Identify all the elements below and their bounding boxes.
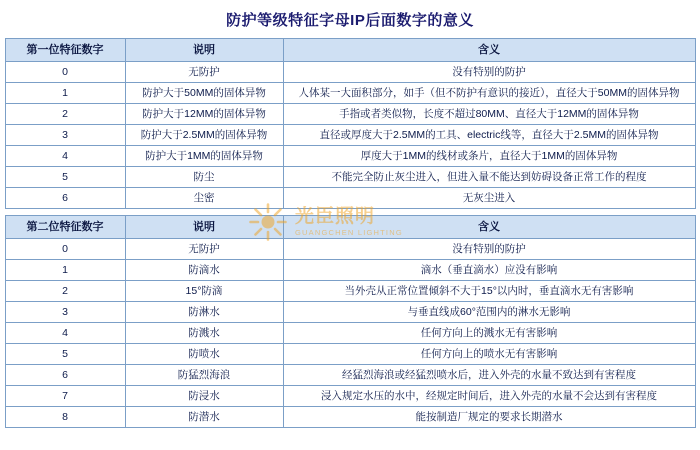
cell-digit: 3: [5, 302, 125, 323]
cell-description: 防护大于2.5MM的固体异物: [125, 125, 283, 146]
cell-description: 防喷水: [125, 344, 283, 365]
cell-description: 防浸水: [125, 386, 283, 407]
cell-description: 防滴水: [125, 260, 283, 281]
cell-meaning: 没有特别的防护: [283, 239, 695, 260]
cell-digit: 5: [5, 344, 125, 365]
table-row: [5, 407, 695, 428]
cell-meaning: 人体某一大面积部分，如手（但不防护有意识的接近），直径大于50MM的固体异物: [283, 83, 695, 104]
table-header-row: [5, 216, 695, 239]
cell-meaning: 任何方向上的喷水无有害影响: [283, 344, 695, 365]
cell-digit: 5: [5, 167, 125, 188]
column-header-description: 说明: [125, 39, 283, 62]
cell-digit: 0: [5, 62, 125, 83]
column-header-digit: 第二位特征数字: [5, 216, 125, 239]
cell-digit: 2: [5, 104, 125, 125]
cell-digit: 4: [5, 323, 125, 344]
cell-description: 防护大于50MM的固体异物: [125, 83, 283, 104]
cell-meaning: 滴水（垂直滴水）应没有影响: [283, 260, 695, 281]
cell-digit: 8: [5, 407, 125, 428]
column-header-digit: 第一位特征数字: [5, 39, 125, 62]
cell-description: 15°防滴: [125, 281, 283, 302]
cell-description: 防溅水: [125, 323, 283, 344]
cell-meaning: 浸入规定水压的水中，经规定时间后，进入外壳的水量不会达到有害程度: [283, 386, 695, 407]
cell-description: 无防护: [125, 239, 283, 260]
cell-meaning: 没有特别的防护: [283, 62, 695, 83]
column-header-meaning: 含义: [283, 39, 695, 62]
first-digit-table: [5, 38, 696, 209]
table-row: [5, 281, 695, 302]
column-header-meaning: 含义: [283, 216, 695, 239]
cell-meaning: 当外壳从正常位置倾斜不大于15°以内时，垂直滴水无有害影响: [283, 281, 695, 302]
table-row: [5, 260, 695, 281]
cell-digit: 1: [5, 260, 125, 281]
cell-meaning: 手指或者类似物，长度不超过80MM、直径大于12MM的固体异物: [283, 104, 695, 125]
cell-digit: 7: [5, 386, 125, 407]
table-row: [5, 323, 695, 344]
second-digit-table: [5, 215, 696, 428]
cell-digit: 0: [5, 239, 125, 260]
table-row: [5, 344, 695, 365]
cell-description: 防潜水: [125, 407, 283, 428]
table-row: [5, 239, 695, 260]
table-row: [5, 302, 695, 323]
cell-meaning: 经猛烈海浪或经猛烈喷水后，进入外壳的水量不致达到有害程度: [283, 365, 695, 386]
cell-digit: 1: [5, 83, 125, 104]
cell-digit: 3: [5, 125, 125, 146]
table-row: [5, 146, 695, 167]
cell-description: 防猛烈海浪: [125, 365, 283, 386]
cell-digit: 6: [5, 365, 125, 386]
watermark-brand-cn: 光臣照明: [295, 206, 376, 228]
cell-description: 防护大于12MM的固体异物: [125, 104, 283, 125]
cell-digit: 2: [5, 281, 125, 302]
table-header-row: [5, 39, 695, 62]
cell-digit: 4: [5, 146, 125, 167]
table-row: [5, 188, 695, 209]
table-row: [5, 386, 695, 407]
cell-description: 无防护: [125, 62, 283, 83]
cell-meaning: 任何方向上的溅水无有害影响: [283, 323, 695, 344]
table-row: [5, 83, 695, 104]
cell-description: 防淋水: [125, 302, 283, 323]
table-row: [5, 365, 695, 386]
page-title: 防护等级特征字母IP后面数字的意义: [226, 12, 474, 29]
table-row: [5, 104, 695, 125]
cell-digit: 6: [5, 188, 125, 209]
cell-meaning: 能按制造厂规定的要求长期潜水: [283, 407, 695, 428]
table-row: [5, 125, 695, 146]
cell-meaning: 厚度大于1MM的线材或条片，直径大于1MM的固体异物: [283, 146, 695, 167]
column-header-description: 说明: [125, 216, 283, 239]
table-row: [5, 62, 695, 83]
cell-meaning: 直径或厚度大于2.5MM的工具、electric线等，直径大于2.5MM的固体异物: [283, 125, 695, 146]
cell-description: 尘密: [125, 188, 283, 209]
table-row: [5, 167, 695, 188]
watermark-brand-en: GUANGCHEN LIGHTING: [295, 228, 403, 238]
cell-description: 防尘: [125, 167, 283, 188]
cell-meaning: 不能完全防止灰尘进入，但进入量不能达到妨碍设备正常工作的程度: [283, 167, 695, 188]
cell-meaning: 与垂直线成60°范围内的淋水无影响: [283, 302, 695, 323]
cell-description: 防护大于1MM的固体异物: [125, 146, 283, 167]
cell-meaning: 无灰尘进入: [283, 188, 695, 209]
